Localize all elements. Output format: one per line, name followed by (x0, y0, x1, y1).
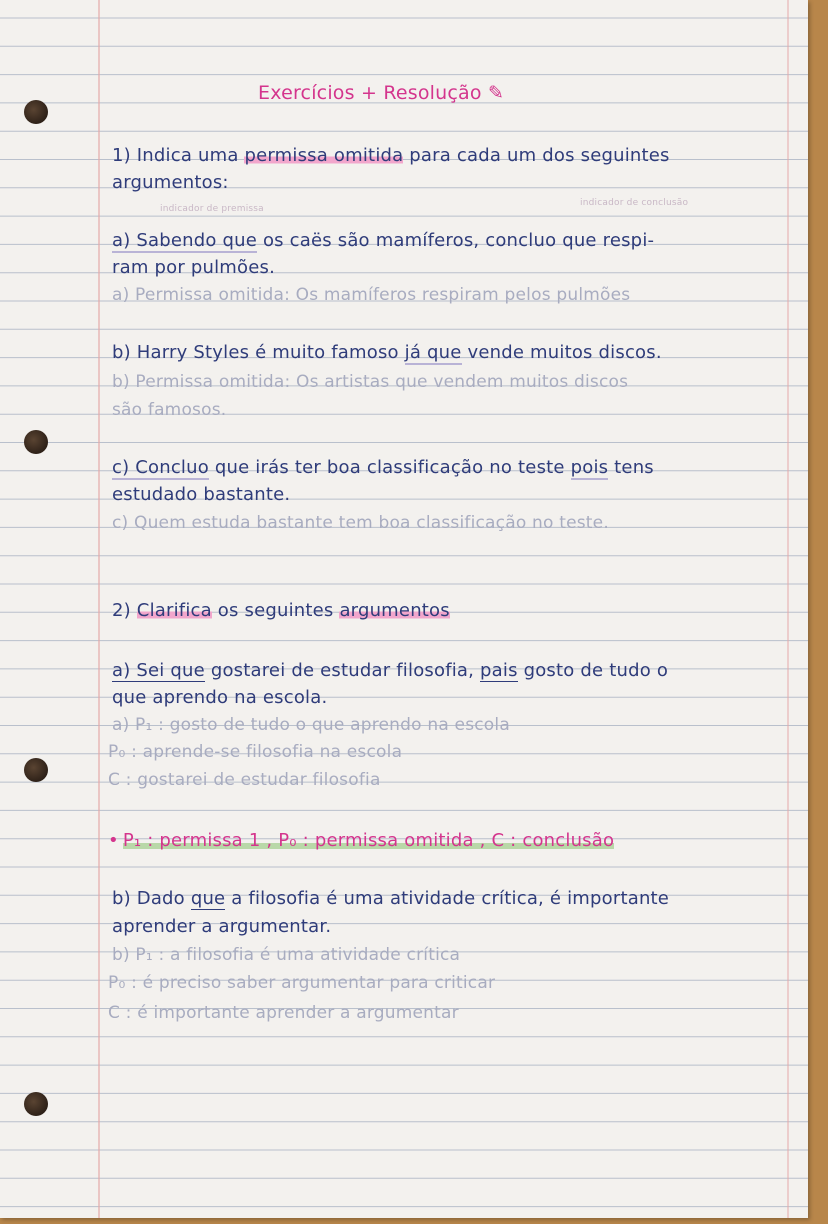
item-1a-answer: a) Permissa omitida: Os mamíferos respiram pelos pulmões (112, 285, 631, 305)
binder-hole (24, 100, 48, 124)
bullet-icon: • (108, 830, 119, 851)
item-2b-line2: aprender a argumentar. (112, 916, 332, 937)
item-1b-text: b) Harry Styles é muito famoso (112, 342, 399, 363)
binder-hole (24, 1092, 48, 1116)
question-1-line2: argumentos: (112, 172, 229, 193)
item-1b-rest: vende muitos discos. (467, 342, 662, 363)
question-2 (112, 600, 450, 622)
item-2b-connector: que (190, 888, 226, 909)
term-clarifica: Clarifica (136, 600, 212, 621)
item-1a-line2: ram por pulmões. (112, 257, 276, 278)
item-2a-text: gostarei de estudar filosofia, (210, 660, 475, 681)
note-premise-indicator: indicador de premissa (160, 204, 264, 214)
item-2b-text: a filosofia é uma atividade crítica, é importante (231, 888, 670, 909)
item-1c-line2: estudado bastante. (112, 484, 291, 505)
term-argumentos: argumentos (339, 600, 450, 621)
item-1c-answer: c) Quem estuda bastante tem boa classificação no teste. (112, 513, 609, 533)
question-1-rest: para cada um dos seguintes (409, 145, 670, 166)
item-2a-rest: gosto de tudo o (523, 660, 669, 681)
item-1a-text: os caës são mamíferos, concluo que respi- (262, 230, 655, 251)
item-2a-connector: a) Sei que (112, 660, 205, 681)
item-2b (112, 888, 669, 910)
item-1c-rest: tens (614, 457, 654, 478)
legend (108, 830, 614, 852)
binder-hole (24, 758, 48, 782)
item-2a-answer-c: C : gostarei de estudar filosofia (108, 770, 381, 790)
item-1c-connector: c) Concluo (112, 457, 209, 478)
item-2a-connector-2: pais (480, 660, 518, 681)
item-2a-answer-p1: a) P₁ : gosto de tudo o que aprendo na escola (112, 715, 510, 735)
question-1-prefix: 1) Indica uma (112, 145, 239, 166)
item-1c (112, 457, 654, 479)
item-2b-answer-c: C : é importante aprender a argumentar (108, 1003, 459, 1023)
item-2a (112, 660, 668, 682)
question-2-prefix: 2) (112, 600, 131, 621)
item-1b (112, 342, 662, 364)
note-conclusion-indicator: indicador de conclusão (580, 198, 689, 208)
item-2a-line2: que aprendo na escola. (112, 687, 328, 708)
item-2a-answer-p0: P₀ : aprende-se filosofia na escola (108, 742, 403, 762)
question-2-mid: os seguintes (217, 600, 334, 621)
item-1b-answer-line2: são famosos. (112, 400, 227, 420)
term-permissa-omitida: permissa omitida (244, 145, 404, 166)
page-title: Exercícios + Resolução ✎ (258, 82, 505, 104)
binder-hole (24, 430, 48, 454)
item-1b-answer: b) Permissa omitida: Os artistas que vendem muitos discos (112, 372, 629, 392)
legend-text: P₁ : permissa 1 , P₀ : permissa omitida , C : conclusão (122, 830, 615, 851)
item-2b-answer-p0: P₀ : é preciso saber argumentar para criticar (108, 973, 496, 993)
item-2b-answer-p1: b) P₁ : a filosofia é uma atividade crítica (112, 945, 461, 965)
item-1c-text: que irás ter boa classificação no teste (214, 457, 565, 478)
item-1b-connector: já que (404, 342, 462, 363)
item-1a-connector: a) Sabendo que (112, 230, 258, 251)
item-2b-prefix: b) Dado (112, 888, 185, 909)
item-1a (112, 230, 654, 252)
item-1c-connector-2: pois (570, 457, 609, 478)
question-1 (112, 145, 670, 167)
